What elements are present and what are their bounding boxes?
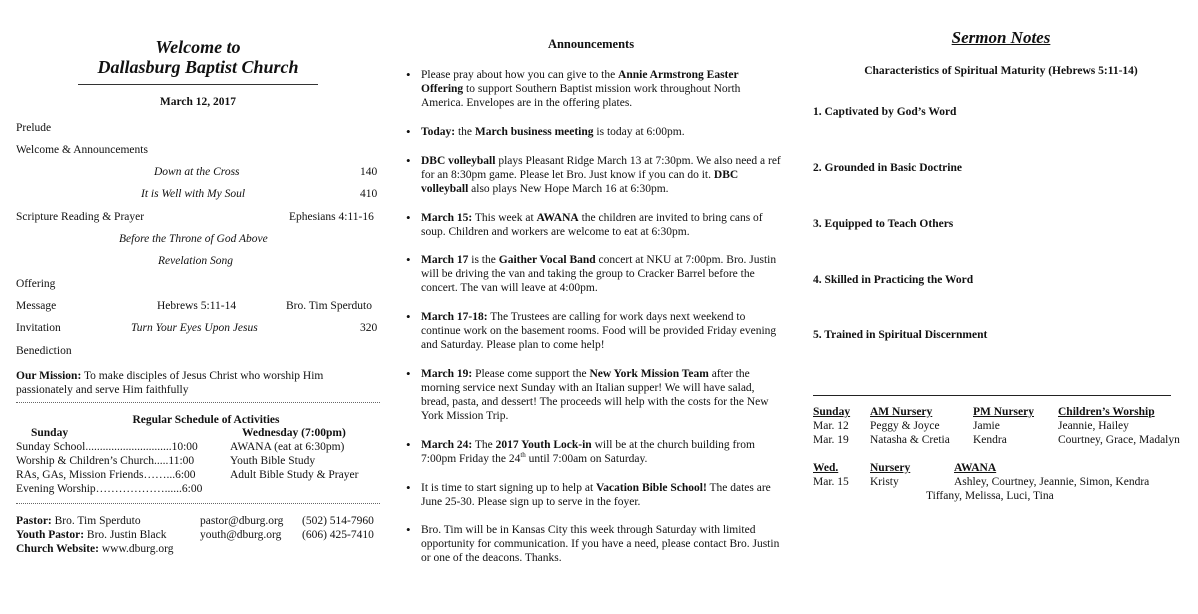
sermon-point: 5. Trained in Spiritual Discernment	[813, 329, 988, 341]
pm-nursery-header: PM Nursery	[973, 406, 1034, 418]
am-nursery: Peggy & Joyce	[870, 420, 940, 432]
childrens-worship-header: Children’s Worship	[1058, 406, 1155, 418]
section-divider	[813, 395, 1171, 396]
prelude: Prelude	[16, 122, 52, 134]
sermon-column	[800, 0, 1198, 614]
mission-label: Our Mission:	[16, 370, 82, 382]
scripture-reference: Ephesians 4:11-16	[289, 211, 374, 223]
schedule-item: Evening Worship………………......6:00	[16, 483, 203, 495]
sermon-notes-title: Sermon Notes	[951, 28, 1051, 47]
schedule-item: Youth Bible Study	[230, 455, 316, 467]
list-item: • Today: the March business meeting is today at 6:00pm.	[421, 125, 781, 139]
sermon-subtitle: Characteristics of Spiritual Maturity (Hebrews 5:11-14)	[864, 65, 1138, 77]
sermon-point: 3. Equipped to Teach Others	[813, 218, 954, 230]
message-reference: Hebrews 5:11-14	[157, 300, 237, 312]
sunday-header: Sunday	[31, 427, 69, 439]
benediction: Benediction	[16, 345, 72, 357]
am-nursery: Natasha & Cretia	[870, 434, 950, 446]
list-item: • It is time to start signing up to help at Vacation Bible School! The dates are June 25-30. Please sign up to serve in the foyer.	[421, 481, 781, 509]
list-item: • March 17-18: The Trustees are calling for work days next weekend to continue work on the basement rooms. Food will be provided Friday evening and Saturday. Please plan to come help!	[421, 310, 781, 352]
list-item: • Please pray about how you can give to the Annie Armstrong Easter Offering to support Southern Baptist mission work throughout North America. Envelopes are in the offering plates.	[421, 68, 781, 110]
sunday-header: Sunday	[813, 406, 851, 418]
announcements-column	[400, 0, 800, 614]
list-item: • DBC volleyball plays Pleasant Ridge March 13 at 7:30pm. We also need a ref for an 8:30pm game. Please let Bro. Just know if you can do it. DBC volleyball also plays New Hope March 16 at 6:30pm.	[421, 154, 781, 196]
church-website: Church Website: www.dburg.org	[16, 543, 174, 555]
list-item: • Bro. Tim will be in Kansas City this week through Saturday with limited opportunity for communication. If you have a need, please contact Bro. Justin or one of the deacons. Thanks.	[421, 523, 781, 565]
wednesday-header: Wed.	[813, 462, 839, 474]
hymn-number: 140	[360, 166, 378, 178]
invitation-song: Turn Your Eyes Upon Jesus	[131, 322, 258, 334]
welcome-column	[0, 0, 400, 614]
song-title: Before the Throne of God Above	[119, 233, 268, 245]
pastor-phone: (502) 514-7960	[302, 515, 374, 527]
hymn-number: 320	[360, 322, 378, 334]
bulletin-date: March 12, 2017	[159, 96, 237, 108]
schedule-title: Regular Schedule of Activities	[132, 414, 280, 426]
pastor-email: pastor@dburg.org	[200, 515, 284, 527]
childrens-worship: Jeannie, Hailey	[1058, 420, 1129, 432]
youth-phone: (606) 425-7410	[302, 529, 374, 541]
offering: Offering	[16, 278, 56, 290]
invitation-label: Invitation	[16, 322, 61, 334]
youth-email: youth@dburg.org	[200, 529, 282, 541]
song-title: Down at the Cross	[154, 166, 240, 178]
wednesday-header: Wednesday (7:00pm)	[242, 427, 346, 439]
youth-pastor: Youth Pastor: Bro. Justin Black	[16, 529, 167, 541]
song-title: It is Well with My Soul	[141, 188, 246, 200]
list-item: • March 24: The 2017 Youth Lock-in will be at the church building from 7:00pm Friday the 24th until 7:00am on Saturday.	[421, 438, 781, 466]
schedule-date: Mar. 12	[813, 420, 849, 432]
wed-nursery-header: Nursery	[870, 462, 911, 474]
section-divider	[16, 402, 380, 403]
mission-text-line2: passionately and serve Him faithfully	[16, 384, 189, 396]
childrens-worship: Courtney, Grace, Madalyn	[1058, 434, 1180, 446]
wed-nursery: Kristy	[870, 476, 899, 488]
awana-workers: Ashley, Courtney, Jeannie, Simon, Kendra	[954, 476, 1150, 488]
awana-workers: Tiffany, Melissa, Luci, Tina	[926, 490, 1054, 502]
pm-nursery: Jamie	[973, 420, 1000, 432]
schedule-date: Mar. 19	[813, 434, 849, 446]
welcome-announcements: Welcome & Announcements	[16, 144, 148, 156]
schedule-item: AWANA (eat at 6:30pm)	[230, 441, 345, 453]
song-title: Revelation Song	[158, 255, 234, 267]
sermon-point: 4. Skilled in Practicing the Word	[813, 274, 974, 286]
sermon-point: 2. Grounded in Basic Doctrine	[813, 162, 962, 174]
list-item: • March 15: This week at AWANA the children are invited to bring cans of soup. Children and workers are welcome to eat at 6:30pm.	[421, 211, 781, 239]
welcome-title-line1: Welcome to	[155, 37, 241, 57]
schedule-date: Mar. 15	[813, 476, 849, 488]
list-item: • March 19: Please come support the New York Mission Team after the morning service next Sunday with an Italian supper! We will have salad, bread, pasta, and dessert! The proceeds will help with the costs for the New York Mission Trip.	[421, 367, 781, 423]
pastor: Pastor: Bro. Tim Sperduto	[16, 515, 141, 527]
message-speaker: Bro. Tim Sperduto	[286, 300, 372, 312]
schedule-item: Adult Bible Study & Prayer	[230, 469, 359, 481]
awana-header: AWANA	[954, 462, 997, 474]
mission-statement	[16, 369, 323, 383]
section-divider	[16, 503, 380, 504]
mission-text: To make disciples of Jesus Christ who worship Him	[81, 370, 324, 382]
list-item: • March 17 is the Gaither Vocal Band concert at NKU at 7:00pm. Bro. Justin will be driving the van and taking the group to Cracker Barrel before the concert. The van will leave at 4:00pm.	[421, 253, 781, 295]
schedule-item: RAs, GAs, Mission Friends……...6:00	[16, 469, 196, 481]
title-divider	[78, 84, 318, 85]
hymn-number: 410	[360, 188, 378, 200]
scripture-reading: Scripture Reading & Prayer	[16, 211, 145, 223]
schedule-item: Worship & Children’s Church.....11:00	[16, 455, 195, 467]
sermon-point: 1. Captivated by God’s Word	[813, 106, 957, 118]
schedule-item: Sunday School..............................10:00	[16, 441, 198, 453]
message-label: Message	[16, 300, 57, 312]
announcements-title: Announcements	[547, 37, 635, 51]
pm-nursery: Kendra	[973, 434, 1007, 446]
am-nursery-header: AM Nursery	[870, 406, 933, 418]
church-name: Dallasburg Baptist Church	[97, 57, 299, 77]
